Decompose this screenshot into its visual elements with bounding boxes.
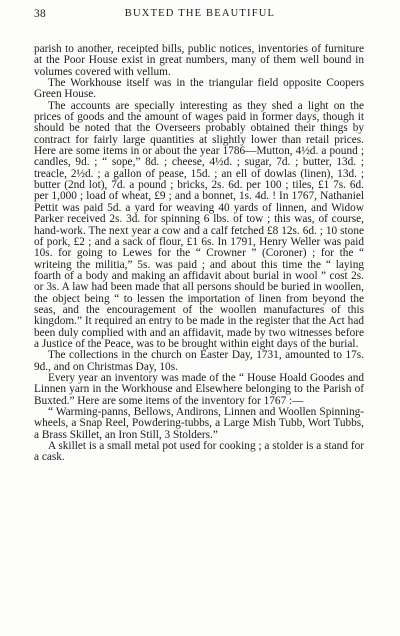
paragraph-collections: The collections in the church on Easter Day, 1731, amounted to 17s. 9d., and on Christmas Day, 10s. xyxy=(34,349,364,373)
paragraph-accounts: The accounts are specially interesting as they shed a light on the prices of goods and the amount of wages paid in former days, though it should be noted that the Overseers probably obtained their things by contract for fairly large quantities at slightly lower than retail prices. Here are some items in or about the year 1786—Mutton, 4½d. a pound ; candles, 9d. ; “ sope,” 8d. ; cheese, 4½d. ; sugar, 7d. ; butter, 13d. ; treacle, 2½d. ; a gallon of pease, 15d. ; an ell of dowlas (linen), 13d. ; butter (2nd lot), 7d. a pound ; bricks, 2s. 6d. per 100 ; tiles, £1 7s. 6d. per 1,000 ; load of wheat, £9 ; and a bonnet, 1s. 4d. ! In 1767, Nathaniel Pettit was paid 5d. a yard for weaving 40 yards of linnen, and Widow Parker received 2s. 3d. for spinning 6 lbs. of tow ; this was, of course, hand-work. The next year a cow and a calf fetched £8 12s. 6d. ; 10 stone of pork, £2 ; and a sack of flour, £1 6s. In 1791, Henry Weller was paid 10s. for going to Lewes for the “ Crowner ” (Coroner) ; for the “ writeing the militia,” 5s. was paid ; and about this time the “ laying foarth of a body and making an affidavit about burial in wool ” cost 2s. or 3s. A law had been made that all persons should be buried in woollen, the object being “ to lessen the importation of linen from beyond the seas, and the encouragement of the woollen manufactures of this kingdom.” It required an entry to be made in the register that the Act had been duly complied with and an affidavit, made by two witnesses before a Justice of the Peace, was to be brought within eight days of the burial. xyxy=(34,99,364,350)
paragraph-inventory: Every year an inventory was made of the “ House Hoald Goodes and Linnen yarn in the Workhouse and Elsewhere belonging to the Parish of Buxted.” Here are some items of the inventory for 1767 :— xyxy=(34,371,364,407)
inventory-quote: “ Warming-panns, Bellows, Andirons, Linnen and Woollen Spinning-wheels, a Snap Reel, Powdering-tubbs, a Large Mish Tubb, Wort Tubbs, a Brass Skillet, an Iron Still, 3 Stolders.” xyxy=(34,406,364,441)
running-head xyxy=(34,8,366,24)
paragraph-continued: parish to another, receipted bills, public notices, inventories of furniture at the Poor House exist in great numbers, many of them well bound in volumes covered with vellum. xyxy=(34,43,364,78)
paragraph-workhouse: The Workhouse itself was in the triangular field opposite Coopers Green House. xyxy=(34,77,364,101)
paragraph-skillet: A skillet is a small metal pot used for cooking ; a stolder is a stand for a cask. xyxy=(34,440,364,464)
body-text xyxy=(34,44,364,464)
running-title: BUXTED THE BEAUTIFUL xyxy=(124,8,276,19)
page-number: 38 xyxy=(34,8,46,20)
